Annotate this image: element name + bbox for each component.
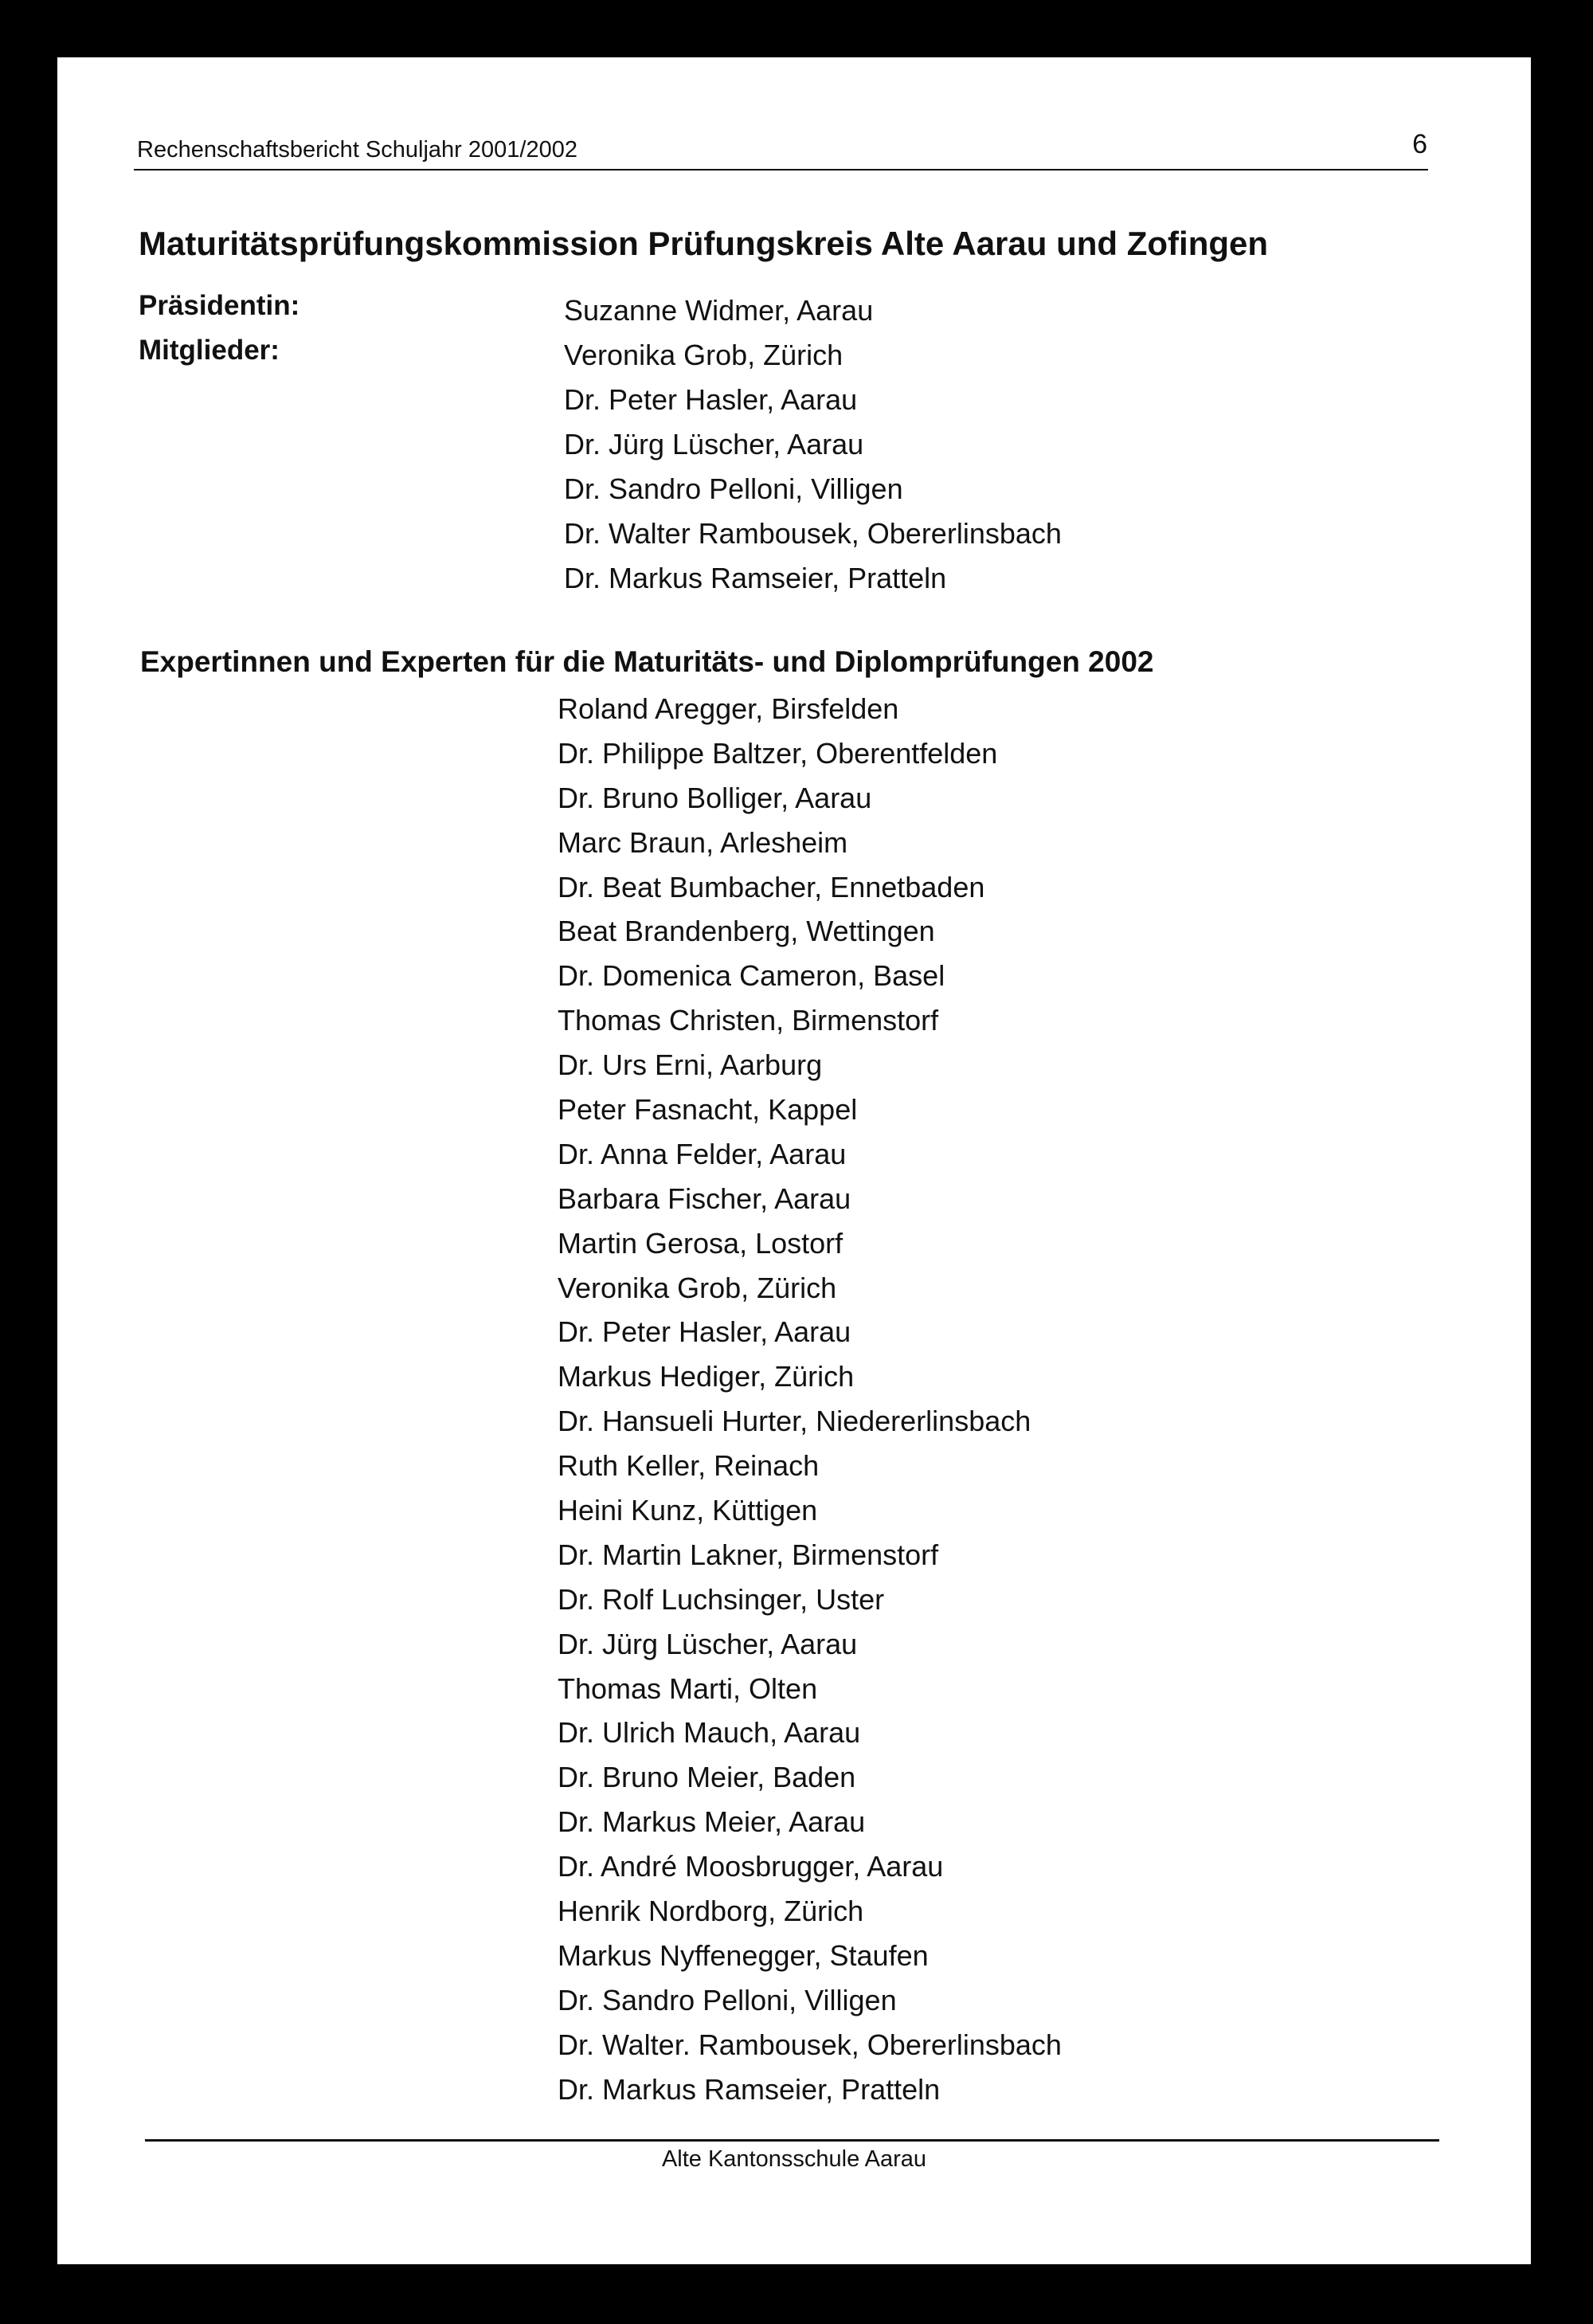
commission-name: Dr. Jürg Lüscher, Aarau	[564, 428, 864, 460]
expert-name: Dr. Urs Erni, Aarburg	[558, 1048, 823, 1082]
expert-name: Dr. Domenica Cameron, Basel	[558, 959, 945, 993]
members-label: Mitglieder:	[139, 335, 280, 366]
expert-name: Henrik Nordborg, Zürich	[558, 1895, 864, 1928]
header-rule	[134, 169, 1428, 170]
footer-rule	[145, 2139, 1439, 2142]
commission-names	[564, 288, 1062, 601]
commission-name: Veronika Grob, Zürich	[564, 339, 843, 371]
experts-heading: Expertinnen und Experten für die Maturitäts- und Diplomprüfungen 2002	[140, 645, 1154, 678]
document-page	[57, 57, 1531, 2264]
expert-name: Dr. Sandro Pelloni, Villigen	[558, 1983, 897, 2016]
expert-name: Dr. Markus Ramseier, Pratteln	[558, 2072, 941, 2106]
expert-name: Dr. Jürg Lüscher, Aarau	[558, 1627, 858, 1660]
commission-name: Dr. Markus Ramseier, Pratteln	[564, 562, 947, 594]
expert-name: Dr. Bruno Meier, Baden	[558, 1761, 856, 1794]
expert-name: Dr. Martin Lakner, Birmenstorf	[558, 1538, 939, 1571]
expert-name: Dr. Bruno Bolliger, Aarau	[558, 781, 872, 814]
expert-name: Beat Brandenberg, Wettingen	[558, 915, 935, 948]
expert-name: Dr. Beat Bumbacher, Ennetbaden	[558, 870, 985, 903]
punch-hole-bottom	[0, 1431, 45, 1493]
expert-names	[558, 687, 1062, 2112]
expert-name: Peter Fasnacht, Kappel	[558, 1093, 858, 1127]
expert-name: Dr. Philippe Baltzer, Oberentfelden	[558, 736, 998, 770]
punch-hole-top	[0, 829, 45, 891]
expert-name: Markus Nyffenegger, Staufen	[558, 1938, 929, 1972]
header-title: Rechenschaftsbericht Schuljahr 2001/2002	[137, 137, 577, 163]
expert-name: Dr. André Moosbrugger, Aarau	[558, 1850, 944, 1883]
commission-heading: Maturitätsprüfungskommission Prüfungskreis Alte Aarau und Zofingen	[139, 225, 1269, 262]
page-number: 6	[1412, 129, 1427, 159]
footer-text: Alte Kantonsschule Aarau	[661, 2146, 927, 2172]
expert-name: Dr. Markus Meier, Aarau	[558, 1805, 866, 1839]
expert-name: Dr. Peter Hasler, Aarau	[558, 1315, 851, 1349]
expert-name: Heini Kunz, Küttigen	[558, 1494, 818, 1527]
commission-name: Dr. Peter Hasler, Aarau	[564, 383, 858, 416]
commission-name: Dr. Sandro Pelloni, Villigen	[564, 472, 903, 505]
expert-name: Markus Hediger, Zürich	[558, 1360, 855, 1393]
commission-name: Suzanne Widmer, Aarau	[564, 294, 874, 327]
expert-name: Martin Gerosa, Lostorf	[558, 1226, 843, 1260]
expert-name: Thomas Christen, Birmenstorf	[558, 1004, 939, 1037]
expert-name: Dr. Hansueli Hurter, Niedererlinsbach	[558, 1405, 1031, 1438]
expert-name: Barbara Fischer, Aarau	[558, 1182, 851, 1215]
expert-name: Veronika Grob, Zürich	[558, 1271, 837, 1304]
expert-name: Roland Aregger, Birsfelden	[558, 692, 899, 725]
expert-name: Ruth Keller, Reinach	[558, 1449, 820, 1483]
expert-name: Dr. Rolf Luchsinger, Uster	[558, 1582, 885, 1616]
commission-name: Dr. Walter Rambousek, Obererlinsbach	[564, 517, 1062, 550]
expert-name: Marc Braun, Arlesheim	[558, 825, 848, 859]
expert-name: Thomas Marti, Olten	[558, 1671, 818, 1705]
expert-name: Dr. Walter. Rambousek, Obererlinsbach	[558, 2028, 1062, 2061]
president-label: Präsidentin:	[139, 290, 300, 321]
expert-name: Dr. Ulrich Mauch, Aarau	[558, 1716, 861, 1750]
expert-name: Dr. Anna Felder, Aarau	[558, 1137, 847, 1170]
